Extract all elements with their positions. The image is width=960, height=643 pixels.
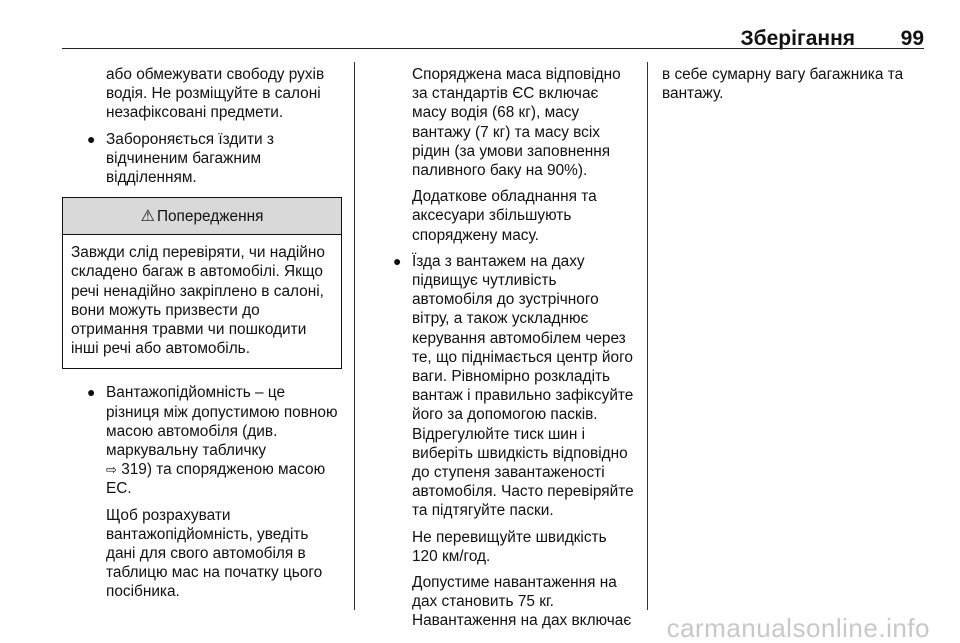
column-3 bbox=[662, 65, 928, 110]
warning-title: Попередження bbox=[156, 207, 264, 225]
column-1 bbox=[62, 65, 342, 609]
column-divider-1 bbox=[354, 62, 355, 610]
header-rule bbox=[62, 48, 924, 49]
bullet-icon: ● bbox=[393, 252, 402, 269]
paragraph: Не перевищуйте швидкість 120 км/год. bbox=[412, 528, 607, 565]
bullet-text: Їзда з вантажем на даху підвищує чутливість автомобіля до зустрічного вітру, а також ускладнює керування автомобілем через те, що піднімається центр його ваги. Рівномірно розкладіть вантаж і правильно зафіксуйте його за допомогою пасків. Відрегулюйте тиск шин і виберіть швидкість відповідно до ступеня завантаженості автомобіля. Часто перевіряйте та підтягуйте паски. bbox=[412, 252, 634, 520]
continued-text: або обмежувати свободу рухів водія. Не розміщуйте в салоні незафіксовані предмети. bbox=[106, 66, 325, 122]
paragraph: Споряджена маса відповідно за стандартів ЄС включає масу водія (68 кг), масу вантажу (7 кг) та масу всіх рідин (за умови заповнення паливного баку на 90%). bbox=[412, 66, 621, 180]
paragraph: в себе сумарну вагу багажника та вантажу. bbox=[662, 66, 904, 103]
column-divider-2 bbox=[647, 62, 648, 610]
paragraph: Щоб розрахувати вантажопідйомність, уведіть дані для свого автомобіля в таблицю мас на початку цього посібника. bbox=[106, 506, 323, 601]
column-2 bbox=[368, 65, 636, 638]
list-item bbox=[368, 252, 636, 521]
page-reference-icon: ⇨ bbox=[106, 462, 117, 478]
warning-text: Завжди слід перевіряти, чи надійно складено багаж в автомобілі. Якщо речі ненадійно закріплено в салоні, вони можуть призвести до отримання травми чи пошкодити інші речі або автомобіль. bbox=[71, 244, 325, 358]
bullet-icon: ● bbox=[87, 384, 96, 401]
paragraph: Допустиме навантаження на дах становить 75 кг. Навантаження на дах включає bbox=[412, 574, 632, 630]
bullet-text: Забороняється їздити з відчиненим багажним відділенням. bbox=[106, 130, 274, 187]
paragraph: Додаткове обладнання та аксесуари збільшують споряджену масу. bbox=[412, 188, 597, 244]
warning-header bbox=[63, 198, 341, 235]
page-reference[interactable]: 319 bbox=[121, 461, 147, 479]
warning-triangle-icon: ⚠ bbox=[140, 207, 155, 225]
bullet-text-end: ) та спорядженою масою ЕС. bbox=[106, 461, 326, 498]
warning-box bbox=[62, 197, 342, 369]
bullet-icon: ● bbox=[87, 130, 96, 147]
page-title: Зберігання bbox=[740, 27, 855, 50]
page-number: 99 bbox=[900, 27, 924, 50]
list-item bbox=[62, 383, 342, 498]
list-item bbox=[62, 130, 342, 188]
bullet-text: Вантажопідйомність – це різниця між допустимою повною масою автомобіля (див. маркувальну табличку bbox=[106, 384, 338, 460]
watermark: carmanualsonline.info bbox=[666, 612, 930, 643]
